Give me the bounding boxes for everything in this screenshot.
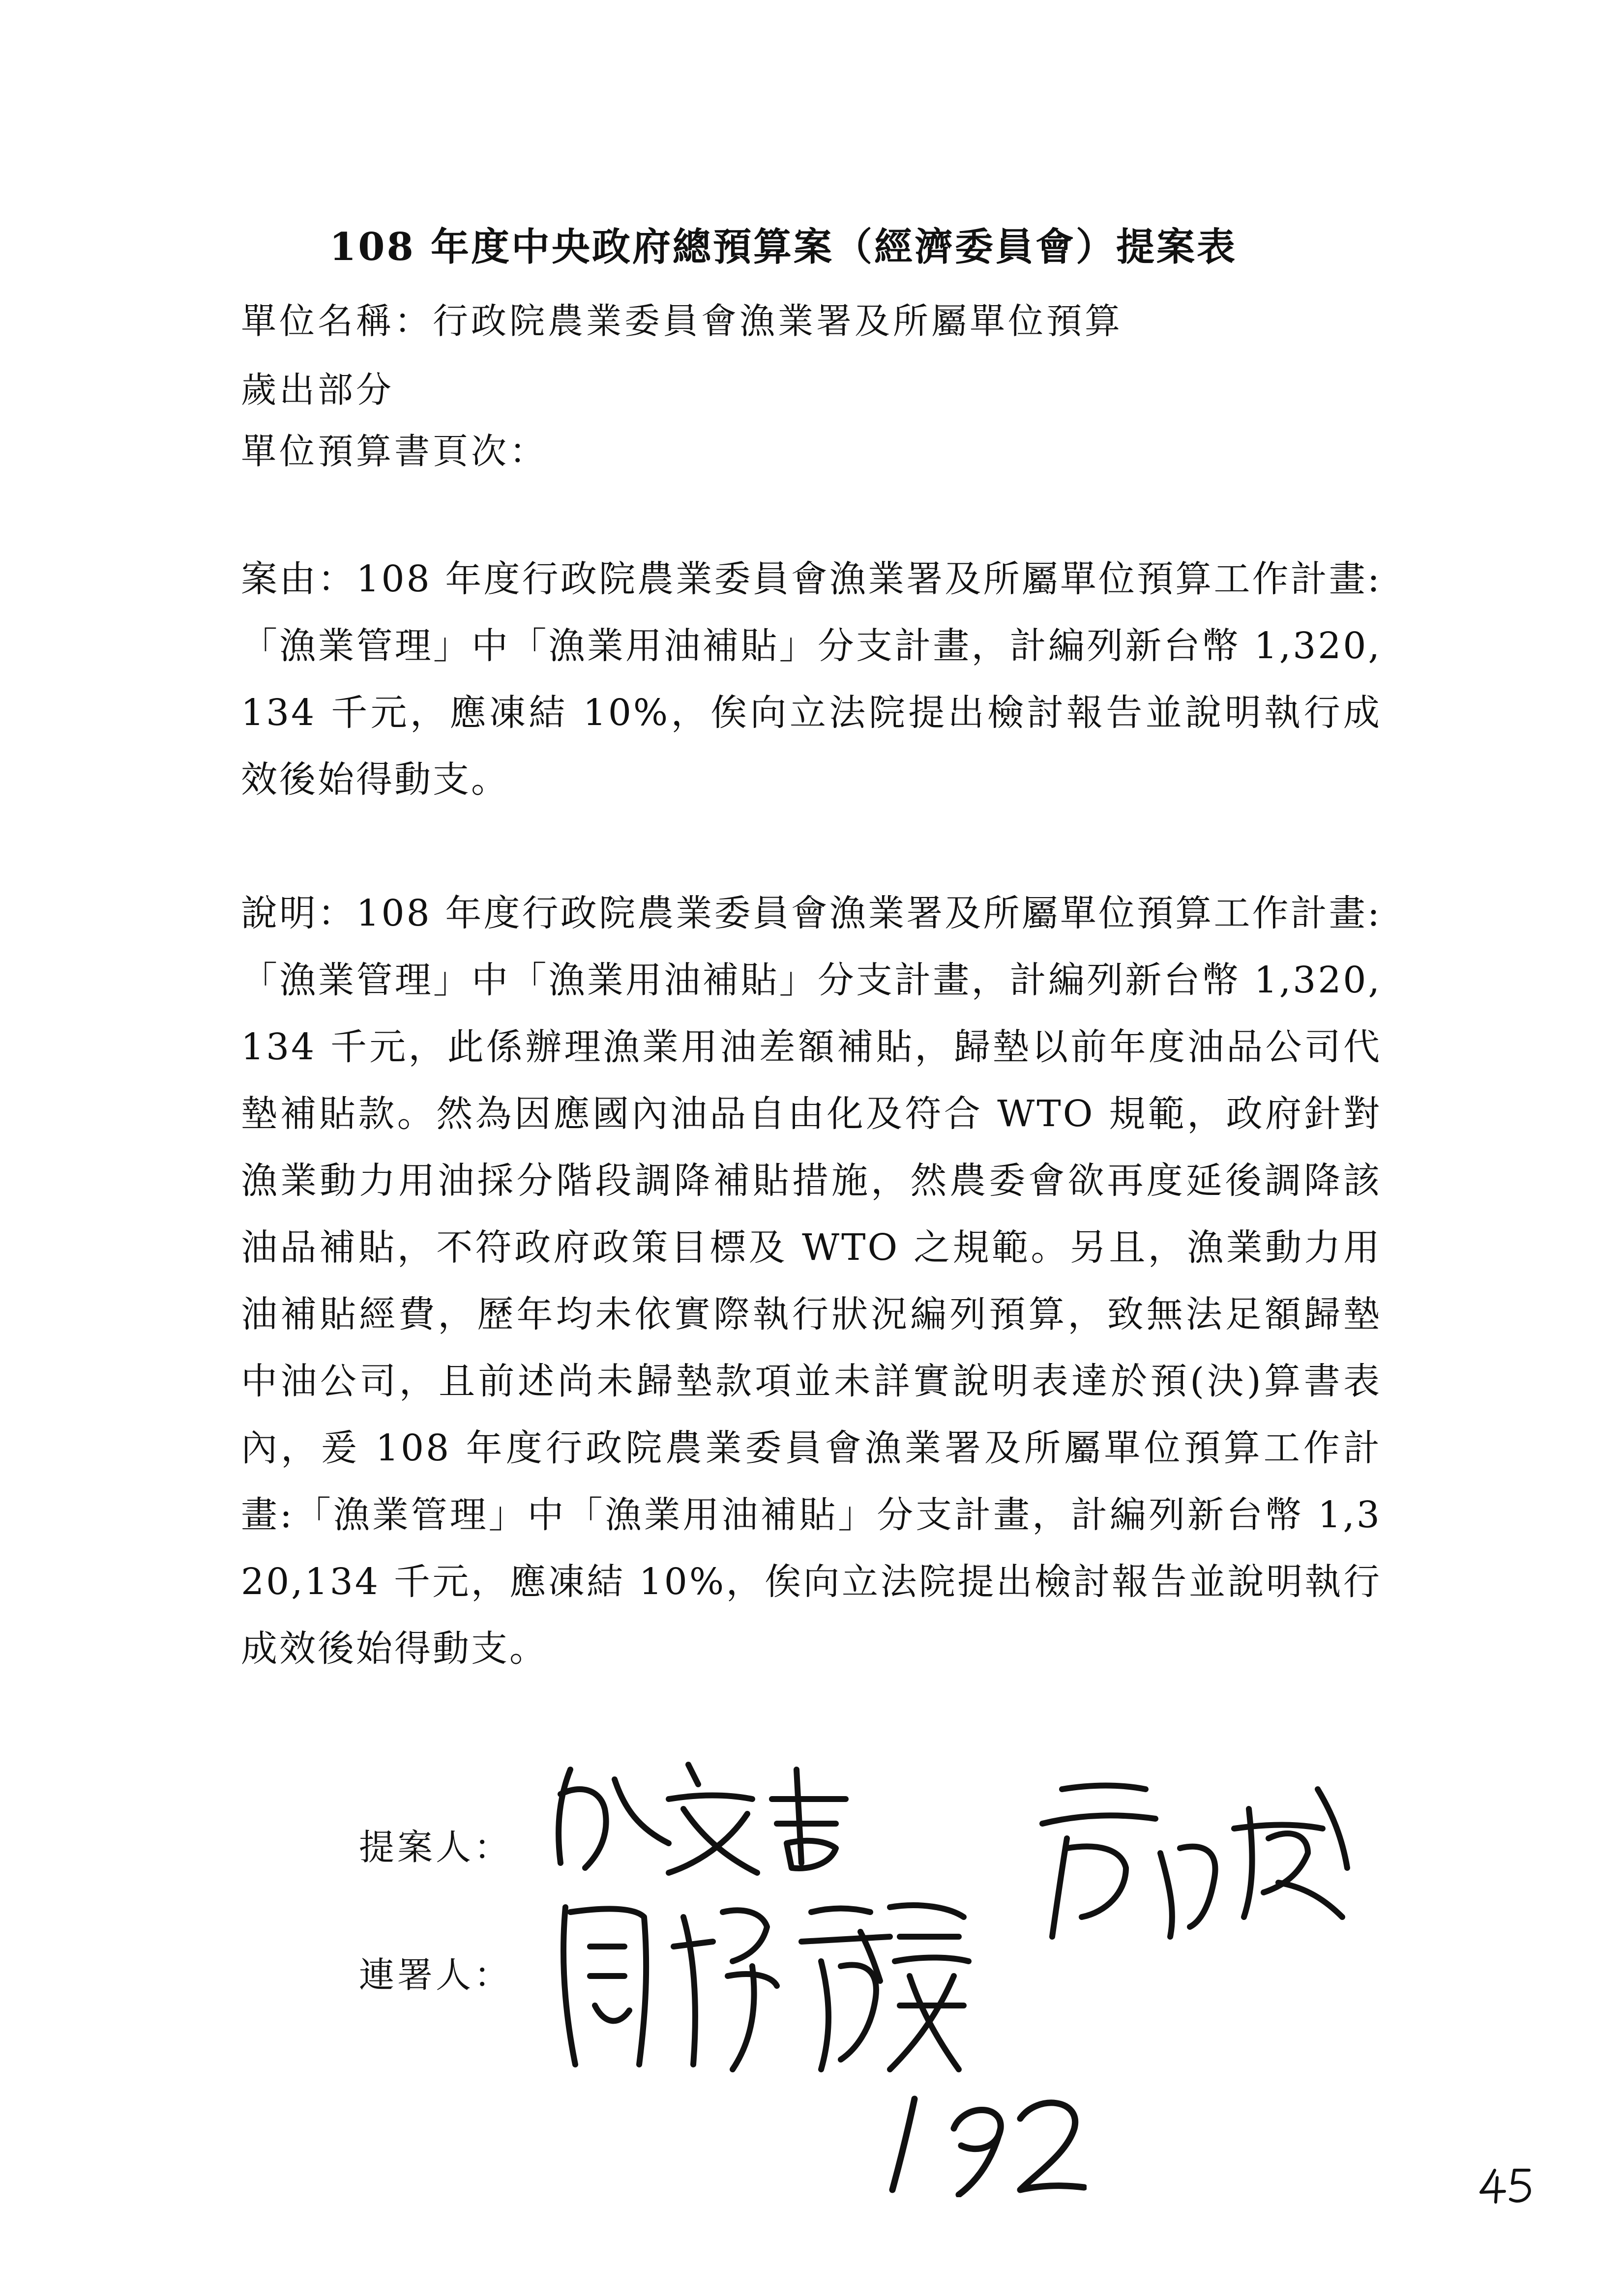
cosigner-label: 連署人： (359, 1954, 513, 1996)
case-reason-paragraph: 案由：108 年度行政院農業委員會漁業署及所屬單位預算工作計畫:「漁業管理」中「漁業用油補貼」分支計畫，計編列新台幣 1,320,134 千元，應凍結 10%，俟向立法院提出檢討報告並說明執行成效後始得動支。 (241, 558, 1382, 801)
cosigner-signature-right (1023, 1770, 1377, 1966)
document-title: 108 年度中央政府總預算案（經濟委員會）提案表 (329, 225, 1237, 269)
corner-page-number (1475, 2163, 1539, 2207)
proposer-label: 提案人： (359, 1827, 513, 1868)
explanation-paragraph: 說明：108 年度行政院農業委員會漁業署及所屬單位預算工作計畫:「漁業管理」中「漁業用油補貼」分支計畫，計編列新台幣 1,320,134 千元，此係辦理漁業用油差額補貼，歸墊以前年度油品公司代墊補貼款。然為因應國內油品自由化及符合 WTO 規範，政府針對漁業動力用油採分階段調降補貼措施，然農委會欲再度延後調降該油品補貼，不符政府政策目標及 WTO 之規範。另且，漁業動力用油補貼經費，歷年均未依實際執行狀況編列預算，致無法足額歸墊中油公司，且前述尚未歸墊款項並未詳實說明表達於預(決)算書表內，爰 108 年度行政院農業委員會漁業署及所屬單位預算工作計畫:「漁業管理」中「漁業用油補貼」分支計畫，計編列新台幣 1,320,134 千元，應凍結 10%，俟向立法院提出檢討報告並說明執行成效後始得動支。 (241, 892, 1382, 1670)
handwritten-page-number (880, 2084, 1087, 2197)
section-label: 歲出部分 (241, 369, 395, 410)
budget-page-label: 單位預算書頁次： (241, 431, 548, 472)
unit-name: 單位名稱：行政院農業委員會漁業署及所屬單位預算 (241, 300, 1123, 342)
proposer-signature (541, 1750, 895, 1888)
cosigner-signature-lower (546, 1878, 988, 2084)
